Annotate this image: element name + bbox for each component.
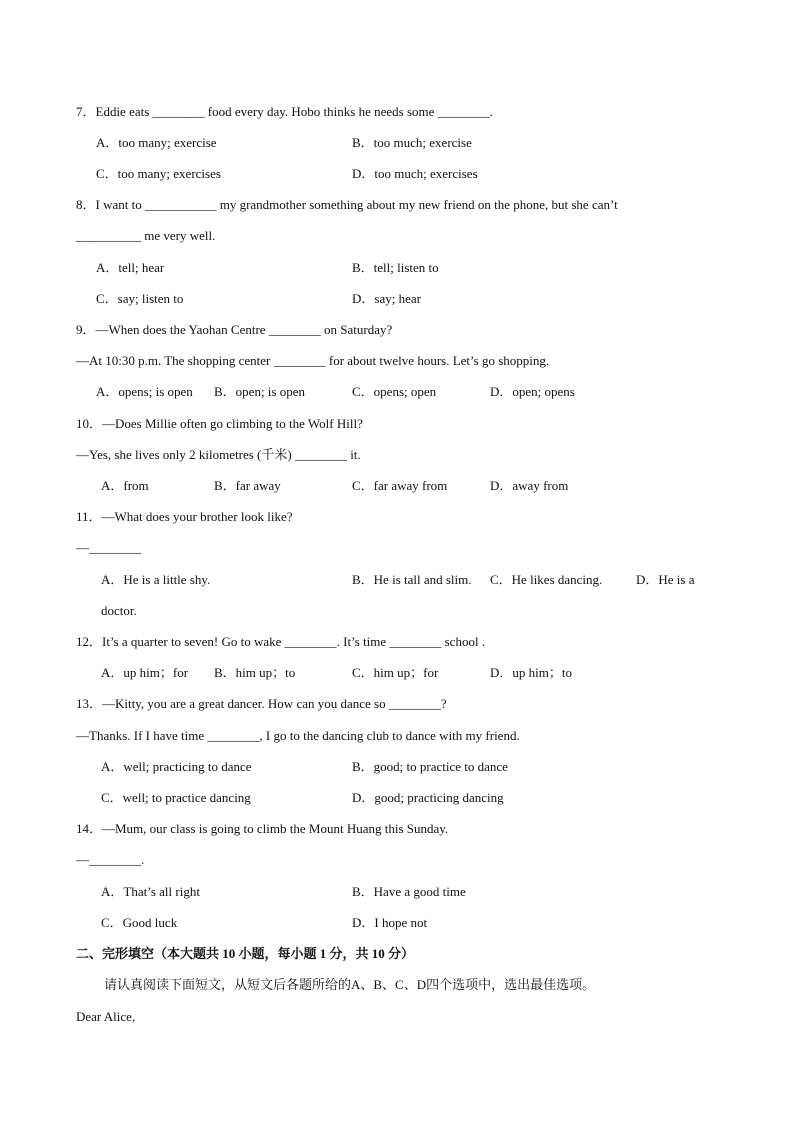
question-10-stem: 10．—Does Millie often go climbing to the Wolf Hill?: [76, 416, 363, 431]
question-7-stem: 7．Eddie eats ________ food every day. Hobo thinks he needs some ________.: [76, 104, 493, 119]
q13-option-d[interactable]: D．good; practicing dancing: [352, 790, 504, 805]
section-2-heading: 二、完形填空（本大题共 10 小题，每小题 1 分，共 10 分）: [76, 946, 415, 961]
q10-option-a[interactable]: A．from: [101, 478, 149, 493]
q7-option-b[interactable]: B．too much; exercise: [352, 135, 472, 150]
q9-option-a[interactable]: A．opens; is open: [96, 384, 193, 399]
q12-option-c[interactable]: C．him up；for: [352, 665, 439, 680]
q12-option-b[interactable]: B．him up；to: [214, 665, 296, 680]
q14-option-d[interactable]: D．I hope not: [352, 915, 428, 930]
q11-option-d[interactable]: D．He is a: [636, 572, 695, 587]
q8-option-a[interactable]: A．tell; hear: [96, 260, 165, 275]
question-10-stem-cont: —Yes, she lives only 2 kilometres (千米) ________ it.: [76, 447, 361, 462]
q14-option-a[interactable]: A．That’s all right: [101, 884, 200, 899]
q13-option-c[interactable]: C．well; to practice dancing: [101, 790, 251, 805]
q13-option-a[interactable]: A．well; practicing to dance: [101, 759, 252, 774]
q12-option-d[interactable]: D．up him；to: [490, 665, 572, 680]
question-14-stem: 14．—Mum, our class is going to climb the Mount Huang this Sunday.: [76, 821, 449, 836]
q11-option-d-cont: doctor.: [101, 603, 137, 618]
q7-option-d[interactable]: D．too much; exercises: [352, 166, 478, 181]
question-12-stem: 12．It’s a quarter to seven! Go to wake ________. It’s time ________ school .: [76, 634, 486, 649]
q12-option-a[interactable]: A．up him；for: [101, 665, 189, 680]
question-11-answer-blank: —________: [76, 540, 141, 555]
question-13-stem-cont: —Thanks. If I have time ________, I go to the dancing club to dance with my friend.: [76, 728, 520, 743]
q7-option-c[interactable]: C．too many; exercises: [96, 166, 221, 181]
q8-option-c[interactable]: C．say; listen to: [96, 291, 184, 306]
q11-option-b[interactable]: B．He is tall and slim.: [352, 572, 472, 587]
q8-option-b[interactable]: B．tell; listen to: [352, 260, 439, 275]
q13-option-b[interactable]: B．good; to practice to dance: [352, 759, 508, 774]
question-8-stem: 8．I want to ___________ my grandmother something about my new friend on the phone, but she can’t: [76, 197, 618, 212]
letter-salutation: Dear Alice,: [76, 1009, 136, 1024]
q8-option-d[interactable]: D．say; hear: [352, 291, 421, 306]
q9-option-b[interactable]: B．open; is open: [214, 384, 305, 399]
question-8-stem-cont: __________ me very well.: [76, 228, 216, 243]
q9-option-d[interactable]: D．open; opens: [490, 384, 575, 399]
question-11-stem: 11．—What does your brother look like?: [76, 509, 293, 524]
question-9-stem-cont: —At 10:30 p.m. The shopping center ________ for about twelve hours. Let’s go shopping.: [76, 353, 550, 368]
q7-option-a[interactable]: A．too many; exercise: [96, 135, 217, 150]
section-2-instruction: 请认真阅读下面短文，从短文后各题所给的A、B、C、D四个选项中，选出最佳选项。: [104, 977, 596, 992]
question-13-stem: 13．—Kitty, you are a great dancer. How can you dance so ________?: [76, 696, 447, 711]
q14-option-c[interactable]: C．Good luck: [101, 915, 178, 930]
q10-option-b[interactable]: B．far away: [214, 478, 281, 493]
q10-option-d[interactable]: D．away from: [490, 478, 569, 493]
q9-option-c[interactable]: C．opens; open: [352, 384, 437, 399]
q11-option-a[interactable]: A．He is a little shy.: [101, 572, 211, 587]
q11-option-c[interactable]: C．He likes dancing.: [490, 572, 603, 587]
q10-option-c[interactable]: C．far away from: [352, 478, 448, 493]
question-9-stem: 9．—When does the Yaohan Centre ________ on Saturday?: [76, 322, 393, 337]
question-14-answer-blank: —________.: [76, 852, 145, 867]
q14-option-b[interactable]: B．Have a good time: [352, 884, 466, 899]
